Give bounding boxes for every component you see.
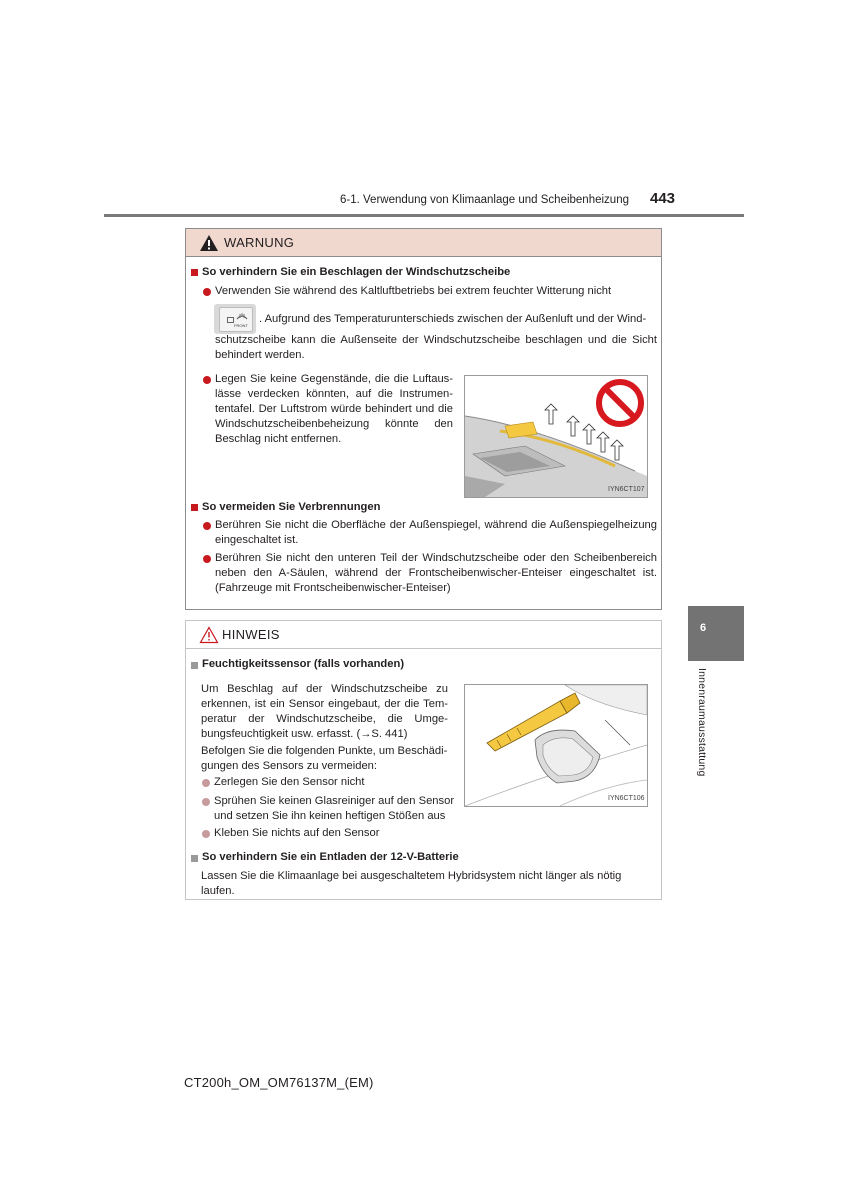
bullet-icon: [203, 522, 211, 530]
running-header-title: 6-1. Verwendung von Klimaanlage und Scheibenheizung: [340, 194, 629, 206]
notice-item-text: Kleben Sie nichts auf den Sensor: [214, 827, 380, 839]
warning-title: WARNUNG: [224, 235, 295, 250]
notice-item-text: Zerlegen Sie den Sensor nicht: [214, 776, 365, 788]
warning-item-text: Berühren Sie nicht die Oberfläche der Außenspiegel, während die Außenspiegelheizung eingeschaltet ist.: [215, 519, 657, 546]
section-square-icon: [191, 269, 198, 276]
defroster-icon: [236, 311, 248, 321]
illustration-code: IYN6CT106: [608, 795, 645, 802]
illustration-code: IYN6CT107: [608, 486, 645, 493]
section-square-icon: [191, 855, 198, 862]
defroster-button-image: [214, 304, 256, 334]
front-label: FRONT: [234, 323, 248, 328]
warning-triangle-icon: [199, 234, 219, 252]
caution-triangle-icon: [199, 626, 219, 644]
notice-paragraph: Lassen Sie die Klimaanlage bei ausgeschaltetem Hybridsystem nicht länger als nötig laufen.: [201, 870, 622, 897]
notice-header: [186, 621, 661, 649]
section-heading: So vermeiden Sie Verbrennungen: [202, 501, 381, 513]
section-heading: Feuchtigkeitssensor (falls vorhanden): [202, 658, 405, 670]
bullet-icon: [203, 555, 211, 563]
section-square-icon: [191, 662, 198, 669]
warning-item-text: Berühren Sie nicht den unteren Teil der Windschutzscheibe oder den Scheibenbereich neben den A-Säulen, während der Frontscheibenwischer-Enteiser eingeschaltet ist. (Fahrzeuge mit Frontscheibenwischer-Enteiser): [215, 552, 657, 594]
bullet-icon: [203, 288, 211, 296]
humidity-sensor-illustration: [464, 684, 648, 807]
page-number: 443: [650, 190, 676, 207]
section-heading: So verhindern Sie ein Entladen der 12-V-Batterie: [202, 851, 459, 863]
dashboard-vent-illustration: [464, 375, 648, 498]
warning-item-text: . Aufgrund des Temperaturunterschieds zwischen der Außenluft und der Wind-: [259, 313, 647, 325]
notice-paragraph: Befolgen Sie die folgenden Punkte, um Beschädi-gungen des Sensors zu vermeiden:: [201, 745, 448, 772]
notice-title: HINWEIS: [222, 627, 280, 642]
dashboard-illustration-graphic: [465, 376, 647, 497]
bullet-icon: [202, 779, 210, 787]
section-heading: So verhindern Sie ein Beschlagen der Windschutzscheibe: [202, 266, 511, 278]
warning-item-text: schutzscheibe kann die Außenseite der Windschutzscheibe beschlagen und die Sicht behindert werden.: [215, 334, 657, 361]
chapter-number: 6: [700, 622, 707, 634]
warning-header: [186, 229, 661, 257]
chapter-tab: [688, 606, 744, 661]
warning-item-text: Legen Sie keine Gegenstände, die die Luftaus-lässe verdecken könnten, auf die Instrumen-tentafel. Der Luftstrom würde behindert und die Windschutzscheibenbeheizung könnte den Beschlag nicht entfernen.: [215, 373, 453, 445]
document-code: CT200h_OM_OM76137M_(EM): [184, 1075, 374, 1090]
section-square-icon: [191, 504, 198, 511]
bullet-icon: [202, 830, 210, 838]
sensor-illustration-graphic: [465, 685, 647, 806]
notice-item-text: Sprühen Sie keinen Glasreiniger auf den Sensor und setzen Sie ihn keinen heftigen Stößen aus: [214, 795, 455, 822]
bullet-icon: [202, 798, 210, 806]
chapter-title-vertical: Innenraumausstattung: [696, 668, 708, 777]
header-rule: [104, 214, 744, 217]
warning-item-text: Verwenden Sie während des Kaltluftbetriebs bei extrem feuchter Witterung nicht: [215, 285, 612, 297]
notice-paragraph: Um Beschlag auf der Windschutzscheibe zu erkennen, ist ein Sensor eingebaut, der die Tem-peratur der Windschutzscheibe, die Umge-bungsfeuchtigkeit usw. erfasst. (→S. 441): [201, 683, 448, 740]
bullet-icon: [203, 376, 211, 384]
